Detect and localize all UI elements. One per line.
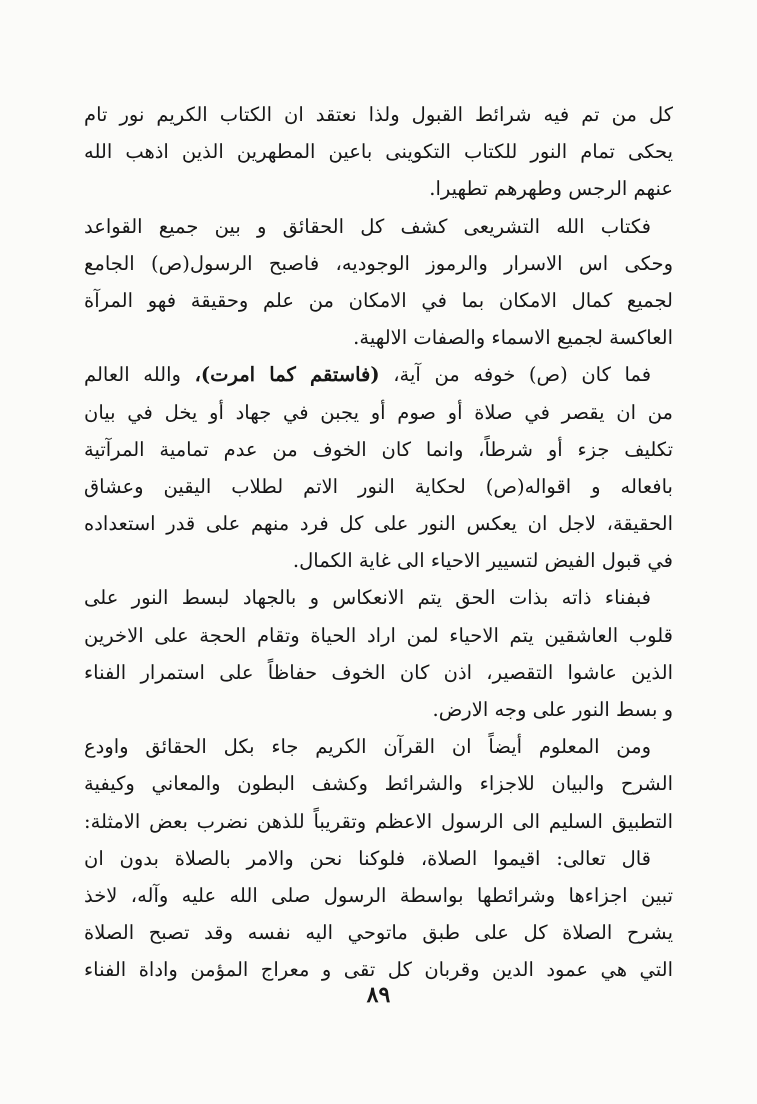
text-line: قلوب العاشقين يتم الاحياء لمن اراد الحياة وتقام الحجة على الاخرين bbox=[84, 623, 673, 647]
text-line: فبفناء ذاته بذات الحق يتم الانعكاس و بالجهاد لبسط النور على bbox=[84, 586, 651, 610]
text-segment: فما كان (ص) خوفه من آية، bbox=[393, 363, 652, 387]
quran-quote: (فاستقم كما امرت)، bbox=[194, 363, 380, 387]
text-line: قال تعالى: اقيموا الصلاة، فلوكنا نحن والامر بالصلاة بدون ان bbox=[84, 846, 651, 870]
text-line: الذين عاشوا التقصير، اذن كان الخوف حفاظاً على استمرار الفناء bbox=[84, 660, 673, 684]
text-line: فكتاب الله التشريعى كشف كل الحقائق و بين جميع القواعد bbox=[84, 214, 651, 238]
text-line: ومن المعلوم أيضاً ان القرآن الكريم جاء بكل الحقائق واودع bbox=[84, 735, 651, 759]
text-line: تكليف جزء أو شرطاً، وانما كان الخوف من عدم تمامية المرآتية bbox=[84, 437, 673, 461]
text-line: التطبيق السليم الى الرسول الاعظم وتقريباً للذهن نضرب بعض الامثلة: bbox=[84, 809, 673, 833]
text-line: وحكى اس الاسرار والرموز الوجوديه، فاصبح الرسول(ص) الجامع bbox=[84, 251, 673, 275]
text-line: بافعاله و اقواله(ص) لحكاية النور الاتم لطلاب اليقين وعشاق bbox=[84, 474, 673, 498]
text-line: لجميع كمال الامكان بما في الامكان من علم وحقيقة فهو المرآة bbox=[84, 288, 673, 312]
text-line-with-quote bbox=[84, 356, 673, 393]
text-line: العاكسة لجميع الاسماء والصفات الالهية. bbox=[353, 326, 673, 350]
body-text bbox=[84, 96, 673, 989]
text-line: الشرح والبيان للاجزاء والشرائط وكشف البطون والمعاني وكيفية bbox=[84, 772, 673, 796]
text-line: تبين اجزاءها وشرائطها بواسطة الرسول صلى الله عليه وآله، لاخذ bbox=[84, 883, 673, 907]
text-line: التي هي عمود الدين وقربان كل تقى و معراج المؤمن واداة الفناء bbox=[84, 958, 673, 982]
text-line: يحكى تمام النور للكتاب التكوينى باعين المطهرين الذين اذهب الله bbox=[84, 140, 673, 164]
text-line: عنهم الرجس وطهرهم تطهيرا. bbox=[429, 177, 673, 201]
text-line: و بسط النور على وجه الارض. bbox=[432, 698, 673, 721]
text-line: من ان يقصر في صلاة أو صوم أو يجبن في جهاد أو يخل في بيان bbox=[84, 400, 673, 424]
text-line: في قبول الفيض لتسيير الاحياء الى غاية الكمال. bbox=[292, 549, 673, 573]
text-line: كل من تم فيه شرائط القبول ولذا نعتقد ان الكتاب الكريم نور تام bbox=[84, 103, 673, 126]
text-line: يشرح الصلاة كل على طبق ماتوحي اليه نفسه وقد تصبح الصلاة bbox=[84, 921, 673, 945]
page-number: ٨٩ bbox=[366, 982, 391, 1008]
text-line: الحقيقة، لاجل ان يعكس النور على كل فرد منهم على قدر استعداده bbox=[84, 512, 673, 536]
text-segment: والله العالم bbox=[84, 363, 181, 387]
